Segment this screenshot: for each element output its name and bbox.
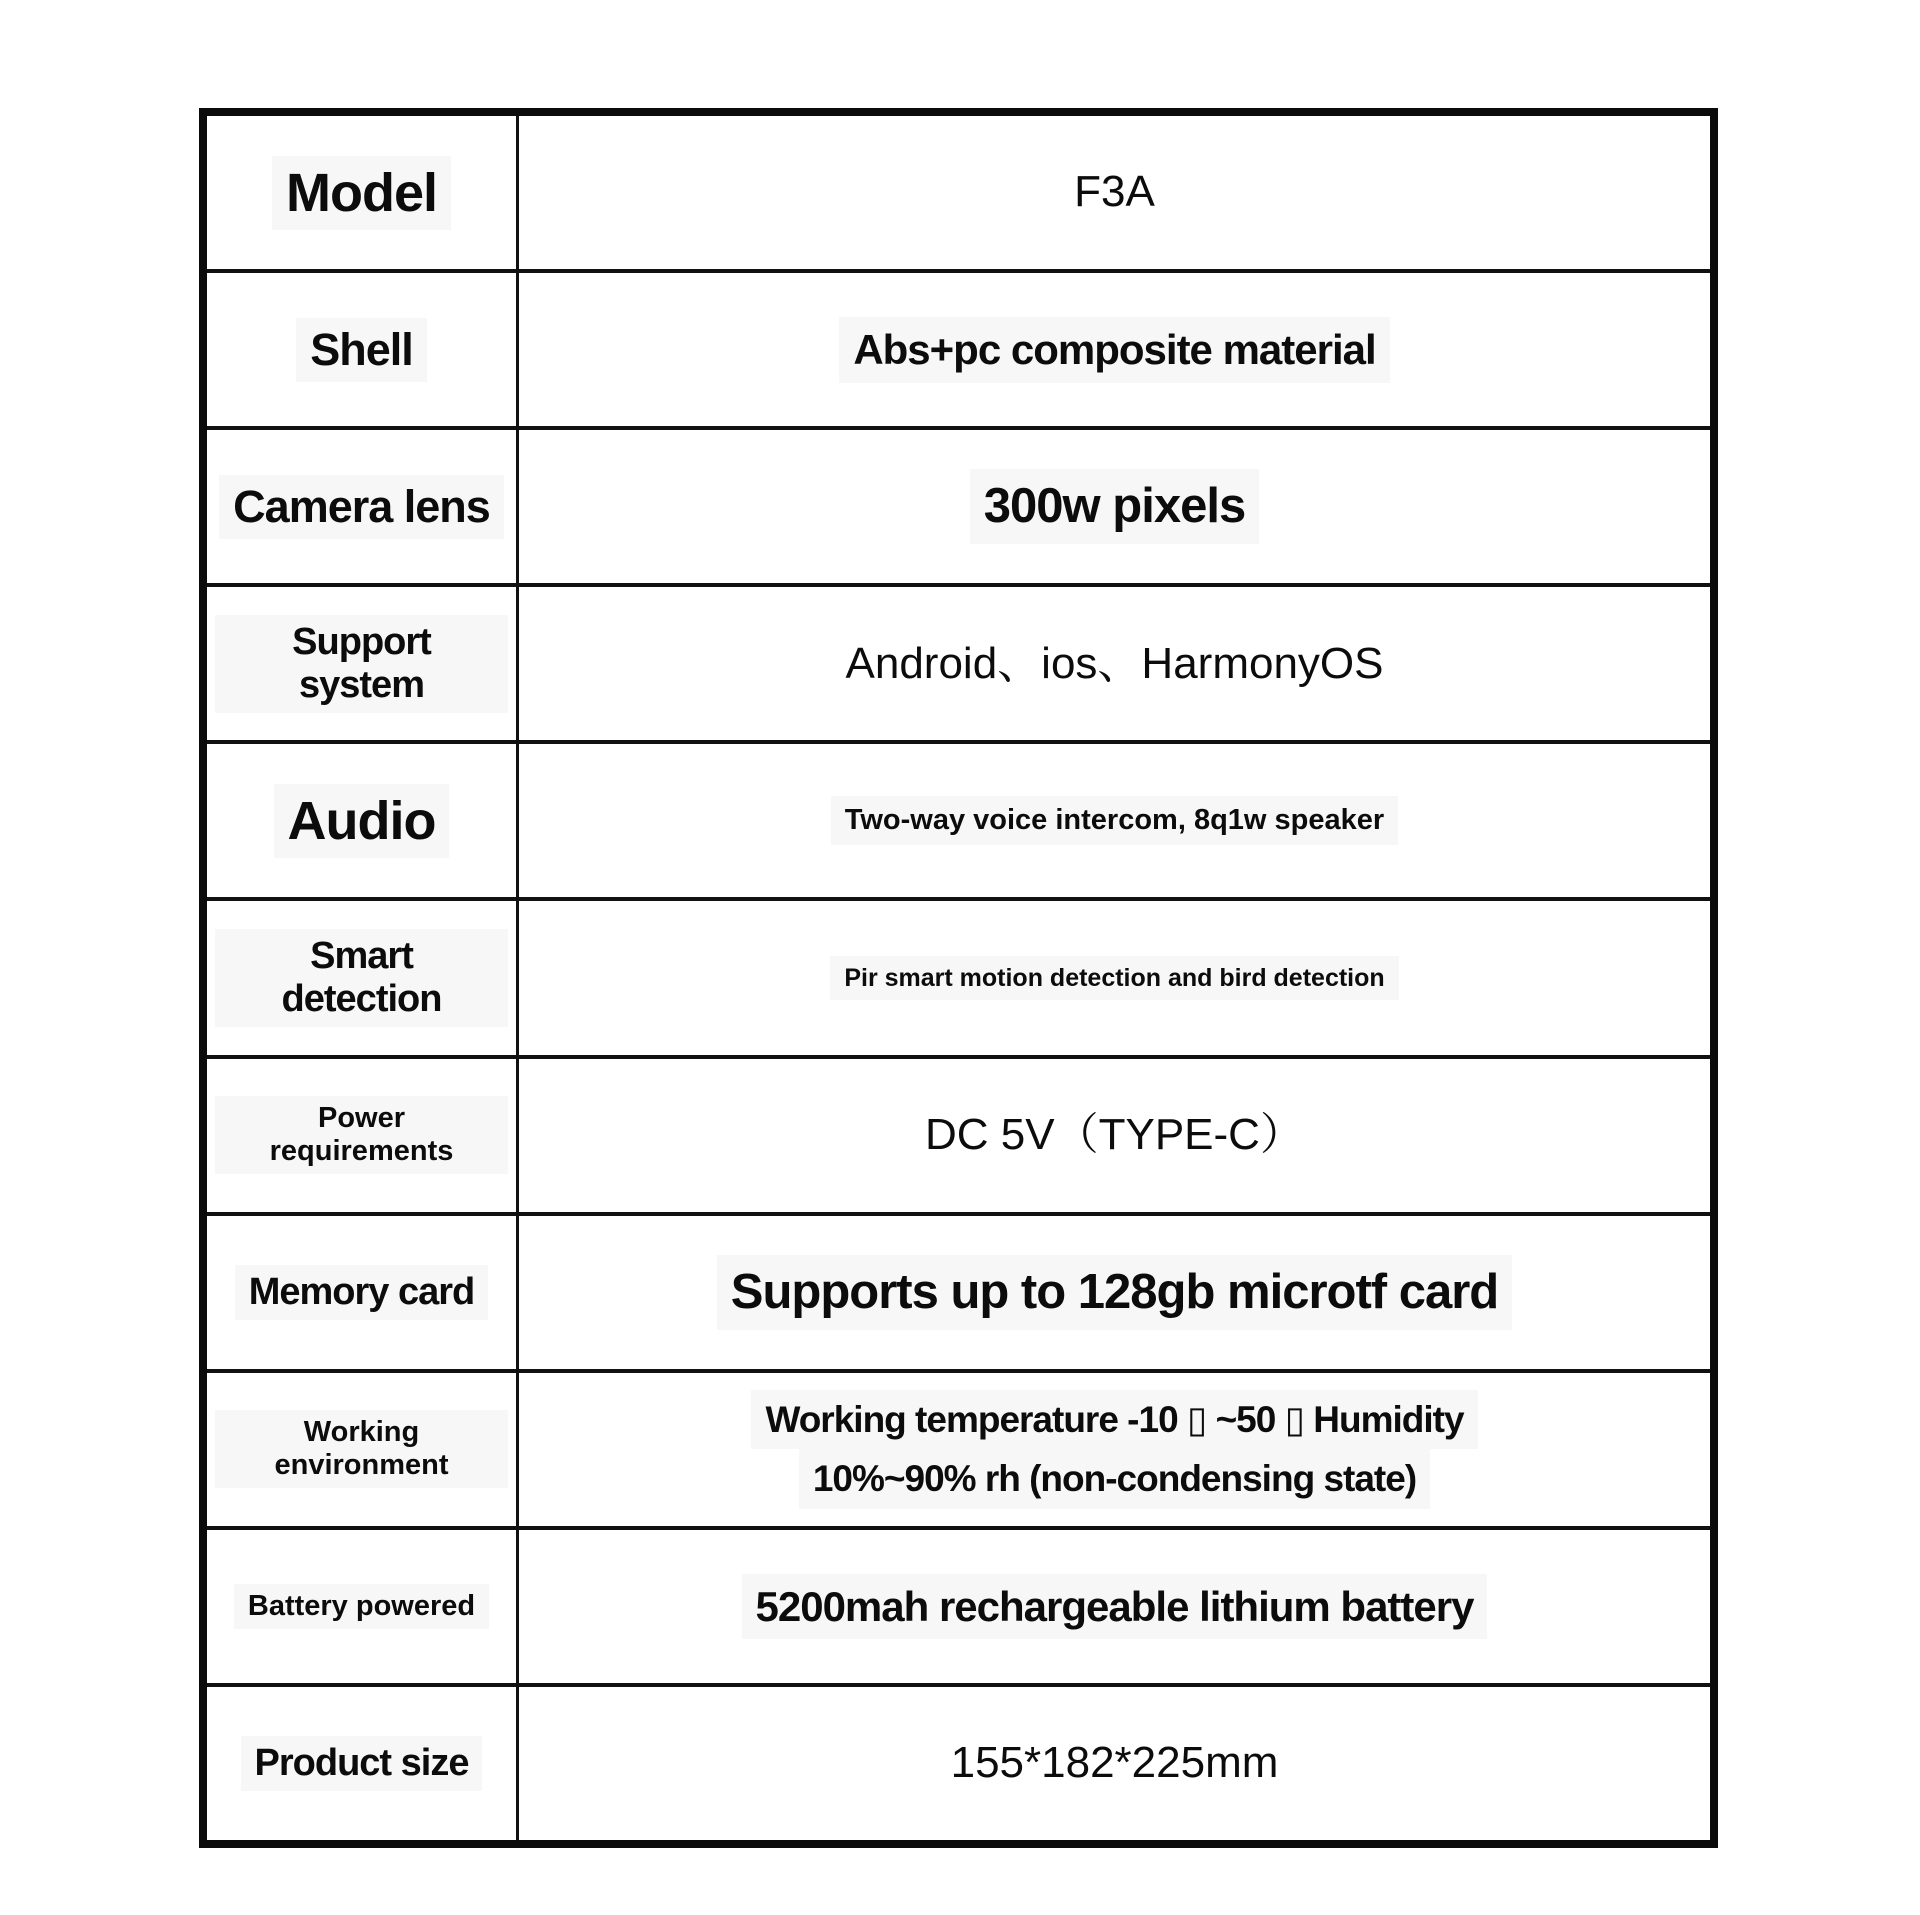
spec-label-product-size (207, 1687, 519, 1840)
spec-row-working-environment (207, 1373, 1710, 1530)
spec-value-battery-powered (519, 1530, 1710, 1683)
spec-row-shell (207, 273, 1710, 430)
spec-label-text: Audio (274, 784, 450, 858)
spec-label-audio (207, 744, 519, 897)
spec-value-text: 300w pixels (970, 469, 1259, 544)
spec-value-text: Supports up to 128gb microtf card (717, 1255, 1512, 1330)
spec-label-text: Working environment (215, 1410, 508, 1488)
spec-row-battery-powered (207, 1530, 1710, 1687)
spec-row-camera-lens (207, 430, 1710, 587)
spec-row-model (207, 116, 1710, 273)
spec-row-memory-card (207, 1216, 1710, 1373)
spec-value-text-line1: Working temperature -10 ▯ ~50 ▯ Humidity (751, 1390, 1477, 1449)
spec-label-shell (207, 273, 519, 426)
spec-value-shell (519, 273, 1710, 426)
spec-label-text: Memory card (235, 1265, 489, 1320)
spec-row-smart-detection (207, 901, 1710, 1058)
spec-value-text: 155*182*225mm (950, 1738, 1279, 1788)
spec-value-smart-detection (519, 901, 1710, 1054)
spec-label-text: Support system (215, 615, 508, 713)
spec-value-text: Two-way voice intercom, 8q1w speaker (831, 796, 1398, 845)
spec-value-text: F3A (1074, 167, 1155, 217)
spec-value-text: Android、ios、HarmonyOS (845, 638, 1384, 688)
spec-value-support-system (519, 587, 1710, 740)
spec-value-camera-lens (519, 430, 1710, 583)
spec-label-support-system (207, 587, 519, 740)
spec-label-text: Smart detection (215, 929, 508, 1027)
spec-label-text: Product size (241, 1736, 483, 1791)
spec-label-smart-detection (207, 901, 519, 1054)
spec-label-text: Shell (296, 318, 427, 382)
spec-label-text: Power requirements (215, 1096, 508, 1174)
spec-label-text: Camera lens (219, 475, 504, 539)
spec-label-battery-powered (207, 1530, 519, 1683)
spec-value-text: 5200mah rechargeable lithium battery (742, 1574, 1488, 1640)
spec-value-text-line2: 10%~90% rh (non-condensing state) (799, 1449, 1430, 1508)
spec-value-product-size (519, 1687, 1710, 1840)
spec-label-working-environment (207, 1373, 519, 1526)
spec-value-audio (519, 744, 1710, 897)
spec-label-power-requirements (207, 1059, 519, 1212)
spec-value-power-requirements (519, 1059, 1710, 1212)
spec-value-text: Pir smart motion detection and bird detection (830, 956, 1398, 1000)
spec-value-working-environment (519, 1373, 1710, 1526)
spec-row-audio (207, 744, 1710, 901)
spec-row-support-system (207, 587, 1710, 744)
spec-label-camera-lens (207, 430, 519, 583)
spec-value-text: DC 5V（TYPE-C） (925, 1109, 1304, 1159)
spec-value-text: Abs+pc composite material (839, 317, 1389, 383)
spec-label-text: Battery powered (234, 1584, 489, 1629)
spec-row-power-requirements (207, 1059, 1710, 1216)
spec-table (199, 108, 1718, 1848)
spec-row-product-size (207, 1687, 1710, 1840)
spec-value-model (519, 116, 1710, 269)
spec-label-memory-card (207, 1216, 519, 1369)
spec-value-memory-card (519, 1216, 1710, 1369)
spec-label-text: Model (272, 156, 451, 230)
spec-label-model (207, 116, 519, 269)
